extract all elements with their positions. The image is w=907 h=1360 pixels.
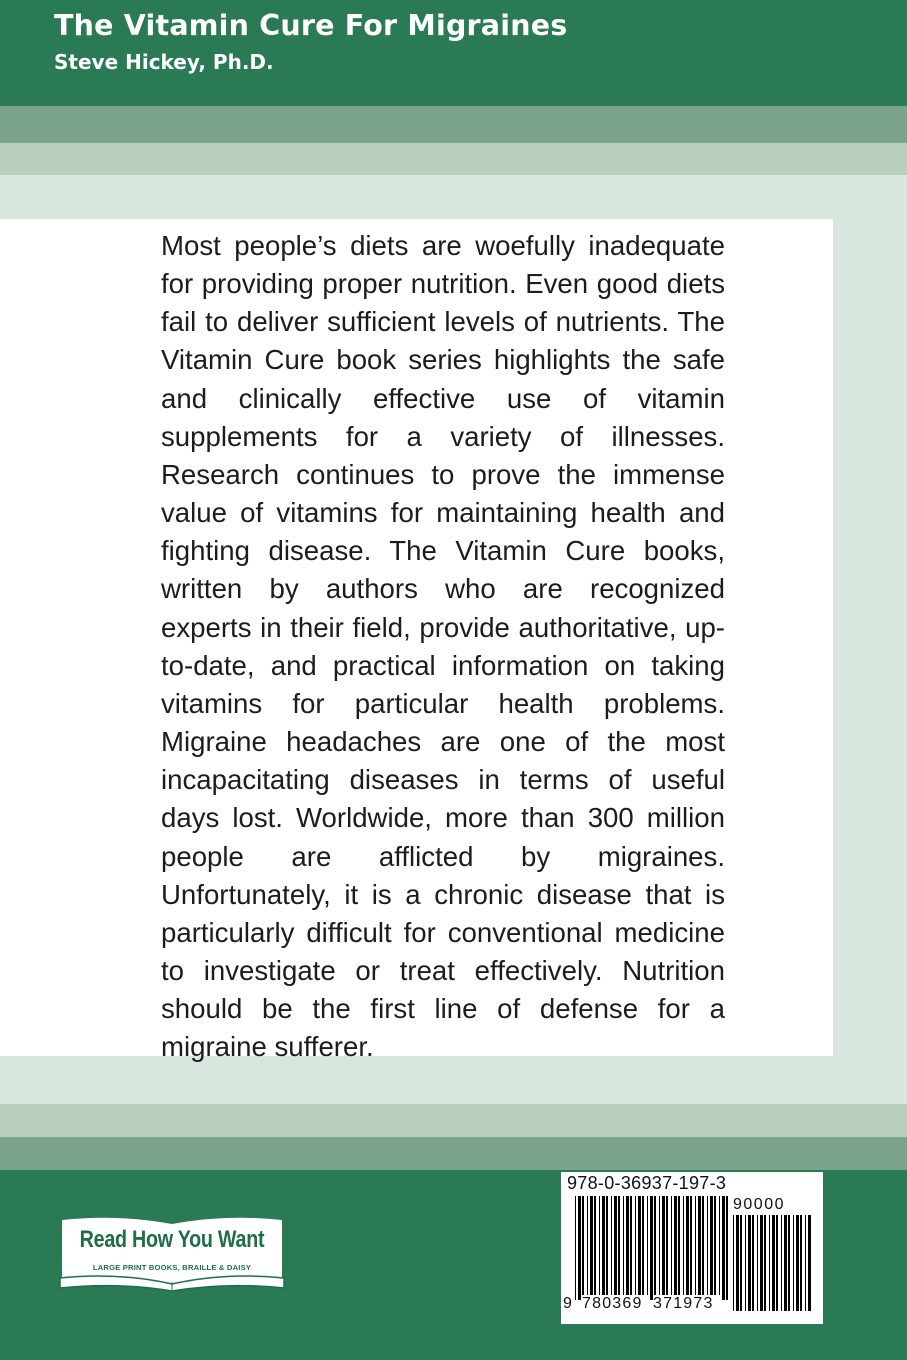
decorative-stripe bbox=[0, 143, 907, 175]
publisher-name: Read How You Want bbox=[79, 1226, 265, 1253]
publisher-tagline: LARGE PRINT BOOKS, BRAILLE & DAISY bbox=[92, 1263, 252, 1272]
ean-right-digits: 371973 bbox=[653, 1295, 721, 1313]
price-code: 90000 bbox=[733, 1196, 785, 1213]
header-band bbox=[0, 0, 907, 106]
back-cover-blurb: Most people’s diets are woefully inadequate for providing proper nutrition. Even good diets fail to deliver sufficient levels of nutrients. The Vitamin Cure book series highlights the safe and clinically effective use of vitamin supplements for a variety of illnesses. Research continues to prove the immense value of vitamins for maintaining health and fighting disease. The Vitamin Cure books, written by authors who are recognized experts in their field, provide authoritative, up-to-date, and practical information on taking vitamins for particular health problems. Migraine headaches are one of the most incapacitating diseases in terms of useful days lost. Worldwide, more than 300 million people are afflicted by migraines. Unfortunately, it is a chronic disease that is particularly difficult for conventional medicine to investigate or treat effectively. Nutrition should be the first line of defense for a migraine sufferer. bbox=[161, 230, 725, 1063]
author-name: Steve Hickey, Ph.D. bbox=[54, 50, 274, 74]
ean-barcode bbox=[575, 1196, 729, 1300]
ean-left-digits: 780369 bbox=[582, 1295, 650, 1313]
decorative-stripe bbox=[0, 106, 907, 143]
blurb-panel bbox=[0, 219, 833, 1063]
book-title: The Vitamin Cure For Migraines bbox=[54, 9, 568, 42]
publisher-logo bbox=[58, 1216, 286, 1292]
barcode-panel bbox=[561, 1172, 823, 1324]
decorative-stripe bbox=[0, 1137, 907, 1170]
decorative-stripe bbox=[0, 1104, 907, 1137]
ean-first-digit: 9 bbox=[563, 1295, 572, 1312]
isbn-label: 978-0-36937-197-3 bbox=[567, 1173, 727, 1193]
addon-barcode bbox=[733, 1215, 811, 1311]
